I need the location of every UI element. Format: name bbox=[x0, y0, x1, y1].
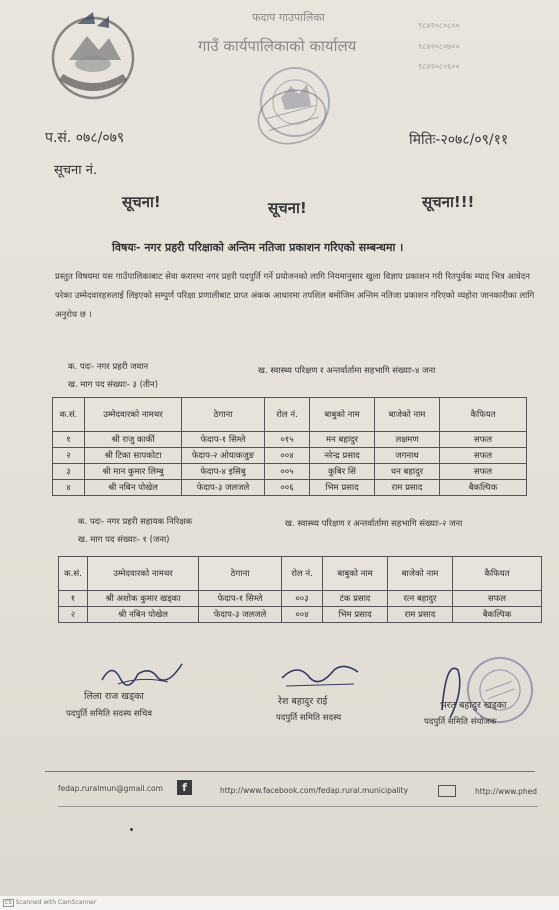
table-cell: सफल bbox=[453, 591, 542, 607]
table-cell: बैकल्पिक bbox=[453, 607, 542, 623]
section1-post: क. पदः- नगर प्रहरी जवान bbox=[68, 362, 149, 372]
table-cell: श्री नबिन पोखेल bbox=[88, 607, 199, 623]
table-cell: श्री राजु कार्की bbox=[85, 432, 182, 448]
notice-title: सूचना!!! bbox=[422, 193, 475, 211]
table-cell: लक्षमण bbox=[375, 432, 440, 448]
table-cell: ००४ bbox=[282, 607, 323, 623]
signatory-name: भरत बहादुर खड्का bbox=[440, 700, 507, 711]
column-header: क.सं. bbox=[59, 557, 88, 591]
table-cell: ०१५ bbox=[265, 432, 310, 448]
column-header: बाजेको नाम bbox=[388, 557, 453, 591]
notice-number-label: सूचना नं. bbox=[54, 163, 98, 178]
table-cell: ००५ bbox=[265, 464, 310, 480]
table-cell: राम प्रसाद bbox=[375, 480, 440, 496]
table-cell: फेदाप-४ इसिबु bbox=[182, 464, 265, 480]
table-cell: ००६ bbox=[265, 480, 310, 496]
scanner-watermark-text: Scanned with CamScanner bbox=[15, 899, 97, 906]
ink-speck bbox=[130, 828, 133, 831]
signatory-name: लिला राज खड्का bbox=[84, 691, 144, 702]
column-header: उम्मेदवारको नामथर bbox=[88, 557, 199, 591]
table-cell: श्री नबिन पोखेल bbox=[85, 480, 182, 496]
header-municipality-name: फदाप गाउपालिका bbox=[252, 11, 325, 24]
section2-participants: ख. स्वास्थ्य परिक्षण र अन्तर्वार्तामा सहभागि संख्याः-२ जना bbox=[285, 519, 463, 529]
table-cell: सफल bbox=[440, 464, 527, 480]
column-header: बाजेको नाम bbox=[375, 398, 440, 432]
table-cell: भिम प्रसाद bbox=[310, 480, 375, 496]
signatory-role: पदपुर्ति समिति संयोजक bbox=[424, 717, 497, 727]
section1-participants: ख. स्वास्थ्य परिक्षण र अन्तर्वार्तामा सहभागि संख्याः-४ जना bbox=[258, 366, 436, 376]
table-cell: रत्न बहादुर bbox=[388, 591, 453, 607]
table-header-row bbox=[59, 557, 542, 591]
results-table-police-constable bbox=[52, 397, 527, 496]
camscanner-logo-icon: CS bbox=[5, 900, 12, 906]
table-cell: ३ bbox=[53, 464, 85, 480]
results-table-assistant-inspector bbox=[58, 556, 542, 623]
table-cell: नरेन्द्र प्रसाद bbox=[310, 448, 375, 464]
table-cell: भिम प्रसाद bbox=[323, 607, 388, 623]
signatory-role: पदपुर्ति समिति सदस्य सचिव bbox=[66, 709, 152, 719]
column-header: उम्मेदवारको नामथर bbox=[85, 398, 182, 432]
table-cell: फेदाप-३ जलजले bbox=[182, 480, 265, 496]
signature-icon bbox=[98, 656, 188, 690]
signatory-role: पदपुर्ति समिति सदस्य bbox=[276, 713, 342, 723]
table-row bbox=[53, 448, 527, 464]
facebook-icon: f bbox=[177, 780, 192, 795]
footer-facebook-link[interactable]: http://www.facebook.com/fedap.rural.municipality bbox=[220, 786, 409, 795]
footer-email[interactable]: fedap.ruralmun@gmail.com bbox=[58, 784, 163, 793]
table-cell: सफल bbox=[440, 448, 527, 464]
table-cell: ४ bbox=[53, 480, 85, 496]
table-cell: २ bbox=[53, 448, 85, 464]
table-cell: मन बहादुर bbox=[310, 432, 375, 448]
notice-title: सूचना! bbox=[122, 193, 161, 211]
notice-title: सूचना! bbox=[268, 199, 307, 217]
column-header: बाबुको नाम bbox=[323, 557, 388, 591]
table-row bbox=[53, 464, 527, 480]
header-office-name: गाउँ कार्यपालिकाको कार्यालय bbox=[198, 37, 357, 55]
column-header: रोल नं. bbox=[282, 557, 323, 591]
table-cell: फेदाप-१ सिम्ले bbox=[182, 432, 265, 448]
column-header: बाबुको नाम bbox=[310, 398, 375, 432]
received-stamp-icon bbox=[252, 82, 332, 152]
globe-icon bbox=[438, 785, 456, 797]
phone-number: ९८४२०८०७०० bbox=[418, 42, 460, 51]
table-cell: कुबिर सिं bbox=[310, 464, 375, 480]
section1-demand: ख. माग पद संख्याः- ३ (तीन) bbox=[68, 380, 159, 390]
column-header: ठेगाना bbox=[182, 398, 265, 432]
column-header: कैफियत bbox=[440, 398, 527, 432]
column-header: ठेगाना bbox=[199, 557, 282, 591]
phone-number: ९८४२०८०८०० bbox=[418, 21, 460, 30]
government-emblem-icon bbox=[47, 10, 139, 102]
table-cell: ००३ bbox=[282, 591, 323, 607]
table-cell: धन बहादुर bbox=[375, 464, 440, 480]
table-row bbox=[53, 480, 527, 496]
section2-post: क. पदः- नगर प्रहरी सहायक निरिक्षक bbox=[78, 517, 193, 527]
table-cell: फेदाप-१ सिम्ले bbox=[199, 591, 282, 607]
table-cell: सफल bbox=[440, 432, 527, 448]
subject-line: विषयः- नगर प्रहरी परिक्षाको अन्तिम नतिजा प्रकाशन गरिएको सम्बन्धमा । bbox=[112, 241, 404, 254]
footer-website-link[interactable]: http://www.phed bbox=[475, 787, 537, 796]
table-cell: बैकल्पिक bbox=[440, 480, 527, 496]
signature-icon bbox=[276, 658, 366, 692]
section2-demand: ख. माग पद संख्याः- १ (जना) bbox=[78, 535, 170, 545]
scanner-watermark-bar bbox=[0, 896, 559, 910]
footer-bottom-divider bbox=[58, 806, 538, 807]
reference-number: प.सं. ०७८/०७९ bbox=[45, 130, 125, 146]
table-cell: श्री अशोक कुमार खड्का bbox=[88, 591, 199, 607]
column-header: क.सं. bbox=[53, 398, 85, 432]
table-cell: १ bbox=[53, 432, 85, 448]
table-row bbox=[59, 591, 542, 607]
signatory-name: रेश बहादुर राई bbox=[278, 696, 328, 707]
table-cell: टंक प्रसाद bbox=[323, 591, 388, 607]
table-header-row bbox=[53, 398, 527, 432]
column-header: कैफियत bbox=[453, 557, 542, 591]
table-cell: २ bbox=[59, 607, 88, 623]
table-cell: श्री टिका सापकोटा bbox=[85, 448, 182, 464]
footer-divider bbox=[45, 771, 535, 772]
table-row bbox=[53, 432, 527, 448]
phone-number: ९८४२०८०६०० bbox=[418, 62, 460, 71]
column-header: रोल नं. bbox=[265, 398, 310, 432]
body-paragraph: प्रस्तुत विषयमा यस गाउँपालिकाबाट सेवा करारमा नगर प्रहरी पदपुर्ति गर्ने प्रयोजनको लागि नियमानुसार खुला विज्ञाप प्रकाशन गरी रितपुर्वक म्याद भित्र आवेदन परेका उम्मेदवारहरुलाई लिइएको सम्पुर्ण परिक्षा प्रणालीबाट प्राप्त अंकक आधारमा तपशिल बमोजिम अन्तिम नतिजा प्रकाशन गरिएको व्यहोरा जानकारीका लागि अनुरोध छ । bbox=[55, 272, 535, 320]
table-cell: फेदाप-२ ओयाकजुङ bbox=[182, 448, 265, 464]
document-date: मितिः-२०७८/०९/११ bbox=[409, 132, 509, 148]
table-cell: जगनाथ bbox=[375, 448, 440, 464]
table-cell: राम प्रसाद bbox=[388, 607, 453, 623]
table-cell: ००४ bbox=[265, 448, 310, 464]
table-cell: श्री मान कुमार लिम्बु bbox=[85, 464, 182, 480]
table-row bbox=[59, 607, 542, 623]
table-cell: १ bbox=[59, 591, 88, 607]
table-cell: फेदाप-३ जलजले bbox=[199, 607, 282, 623]
